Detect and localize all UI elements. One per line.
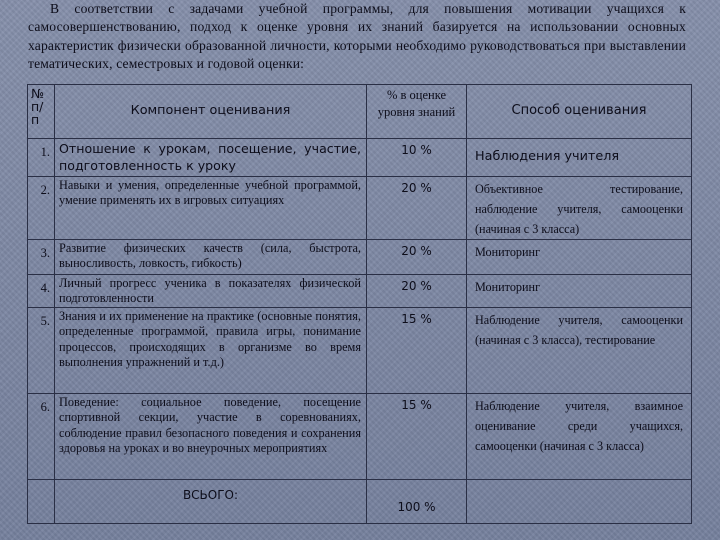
row-component: Знания и их применение на практике (основные понятия, определенные программой, правила игры, понимание процессов, происходящих в организме во время выполнения упражнений и т.д.) [55, 308, 367, 394]
row-percent: 15 % [367, 394, 467, 480]
table-row [28, 177, 692, 240]
table-row [28, 308, 692, 394]
row-method: Наблюдение учителя, взаимное оценивание среди учащихся, самооценки (начиная с 3 класса) [467, 394, 692, 480]
total-num-cell [28, 480, 55, 524]
row-component: Развитие физических качеств (сила, быстрота, выносливость, ловкость, гибкость) [55, 240, 367, 275]
row-method: Наблюдение учителя, самооценки (начиная с 3 класса), тестирование [467, 308, 692, 394]
header-num: № п/ п [28, 85, 55, 139]
row-num: 5. [28, 308, 55, 394]
row-percent: 15 % [367, 308, 467, 394]
header-component: Компонент оценивания [55, 85, 367, 139]
row-method: Наблюдения учителя [467, 139, 692, 177]
table-total-row [28, 480, 692, 524]
row-percent: 20 % [367, 275, 467, 308]
table-row [28, 240, 692, 275]
intro-paragraph [28, 0, 686, 74]
row-num: 6. [28, 394, 55, 480]
row-component: Навыки и умения, определенные учебной программой, умение применять их в игровых ситуациях [55, 177, 367, 240]
intro-text: В соответствии с задачами учебной программы, для повышения мотивации учащихся к самосовершенствованию, подход к оценке уровня их знаний базируется на использовании основных характеристик физически образованной личности, которыми необходимо руководствоваться при выставлении тематических, семестровых и годовой оценки: [28, 1, 686, 72]
row-percent: 20 % [367, 177, 467, 240]
row-component: Поведение: социальное поведение, посещение спортивной секции, участие в соревнованиях, соблюдение правил безопасного поведения и сохранения здоровья на уроках и во внеурочных мероприятиях [55, 394, 367, 480]
table-row [28, 139, 692, 177]
row-component: Личный прогресс ученика в показателях физической подготовленности [55, 275, 367, 308]
header-percent: % в оценке уровня знаний [367, 85, 467, 139]
row-num: 4. [28, 275, 55, 308]
table-row [28, 275, 692, 308]
row-num: 2. [28, 177, 55, 240]
row-percent: 10 % [367, 139, 467, 177]
row-method: Мониторинг [467, 240, 692, 275]
table-header-row [28, 85, 692, 139]
total-method-cell [467, 480, 692, 524]
row-num: 1. [28, 139, 55, 177]
header-method: Способ оценивания [467, 85, 692, 139]
total-percent: 100 % [367, 480, 467, 524]
row-percent: 20 % [367, 240, 467, 275]
row-method: Объективное тестирование, наблюдение учителя, самооценки (начиная с 3 класса) [467, 177, 692, 240]
table-row [28, 394, 692, 480]
grading-table [27, 84, 692, 524]
row-num: 3. [28, 240, 55, 275]
row-component: Отношение к урокам, посещение, участие, подготовленность к уроку [55, 139, 367, 177]
total-label: ВСЬОГО: [55, 480, 367, 524]
row-method: Мониторинг [467, 275, 692, 308]
